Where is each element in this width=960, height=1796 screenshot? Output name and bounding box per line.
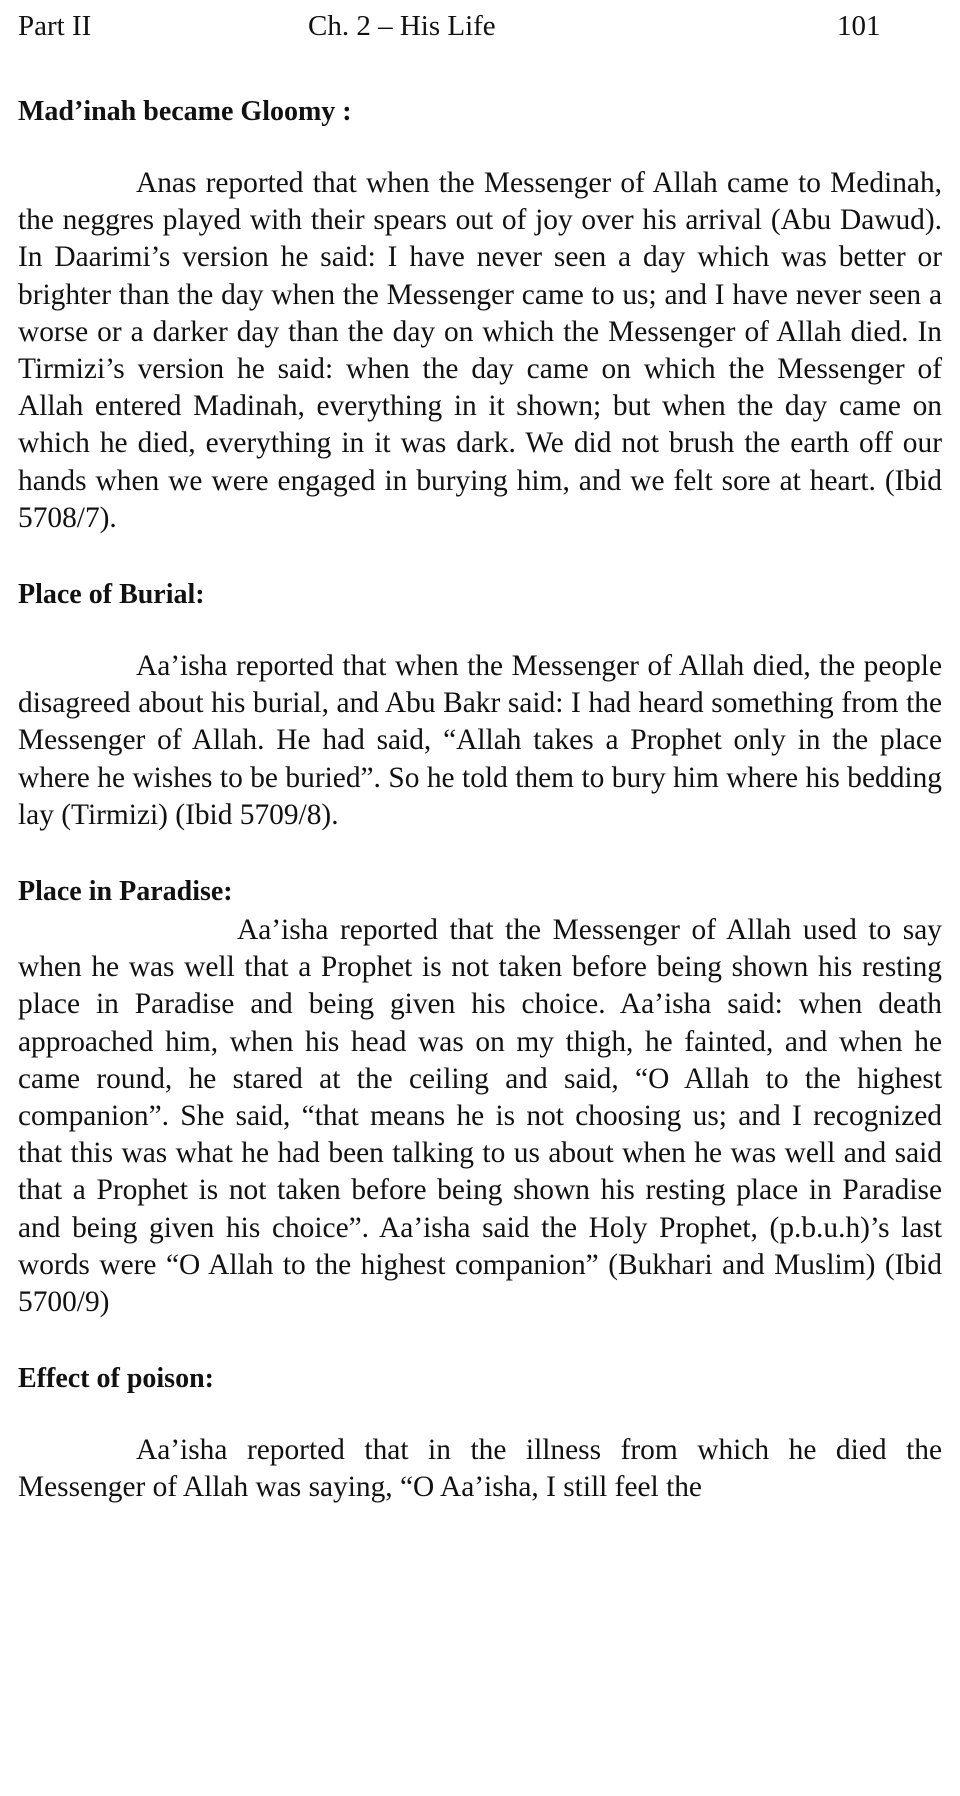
- paragraph-paradise: Aa’isha reported that the Messenger of Allah used to say when he was well that a Prophet is not taken before being shown his resting place in Paradise and being given his choice. Aa’isha said: when death approached him, when his head was on my thigh, he fainted, and when he came round, he stared at the ceiling and said, “O Allah to the highest companion”. She said, “that means he is not choosing us; and I recognized that this was what he had been talking to us about when he was well and said that a Prophet is not taken before being shown his resting place in Paradise and being given his choice”. Aa’isha said the Holy Prophet, (p.b.u.h)’s last words were “O Allah to the highest companion” (Bukhari and Muslim) (Ibid 5700/9): [18, 914, 942, 1319]
- part-label: Part II: [18, 10, 92, 42]
- chapter-title: Ch. 2 – His Life: [308, 10, 496, 42]
- section-heading-gloomy: Mad’inah became Gloomy :: [18, 96, 352, 127]
- running-header: [18, 0, 942, 48]
- paragraph-gloomy: Anas reported that when the Messenger of Allah came to Medinah, the neggres played with their spears out of joy over his arrival (Abu Dawud). In Daarimi’s version he said: I have never seen a day which was better or brighter than the day when the Messenger came to us; and I have never seen a worse or a darker day than the day on which the Messenger of Allah died. In Tirmizi’s version he said: when the day came on which the Messenger of Allah entered Madinah, everything in it shown; but when the day came on which he died, everything in it was dark. We did not brush the earth off our hands when we were engaged in burying him, and we felt sore at heart. (Ibid 5708/7).: [18, 167, 942, 534]
- section-heading-burial: Place of Burial:: [18, 579, 205, 611]
- paragraph-burial: Aa’isha reported that when the Messenger of Allah died, the people disagreed about his burial, and Abu Bakr said: I had heard something from the Messenger of Allah. He had said, “Allah takes a Prophet only in the place where he wishes to be buried”. So he told them to bury him where his bedding lay (Tirmizi) (Ibid 5709/8).: [18, 650, 942, 831]
- section-heading-poison: Effect of poison:: [18, 1363, 214, 1395]
- paragraph-poison: Aa’isha reported that in the illness from which he died the Messenger of Allah was saying, “O Aa’isha, I still feel the: [18, 1434, 942, 1504]
- section-heading-paradise: Place in Paradise:: [18, 876, 233, 908]
- page-number: 101: [837, 10, 881, 42]
- document-page: [18, 0, 942, 1507]
